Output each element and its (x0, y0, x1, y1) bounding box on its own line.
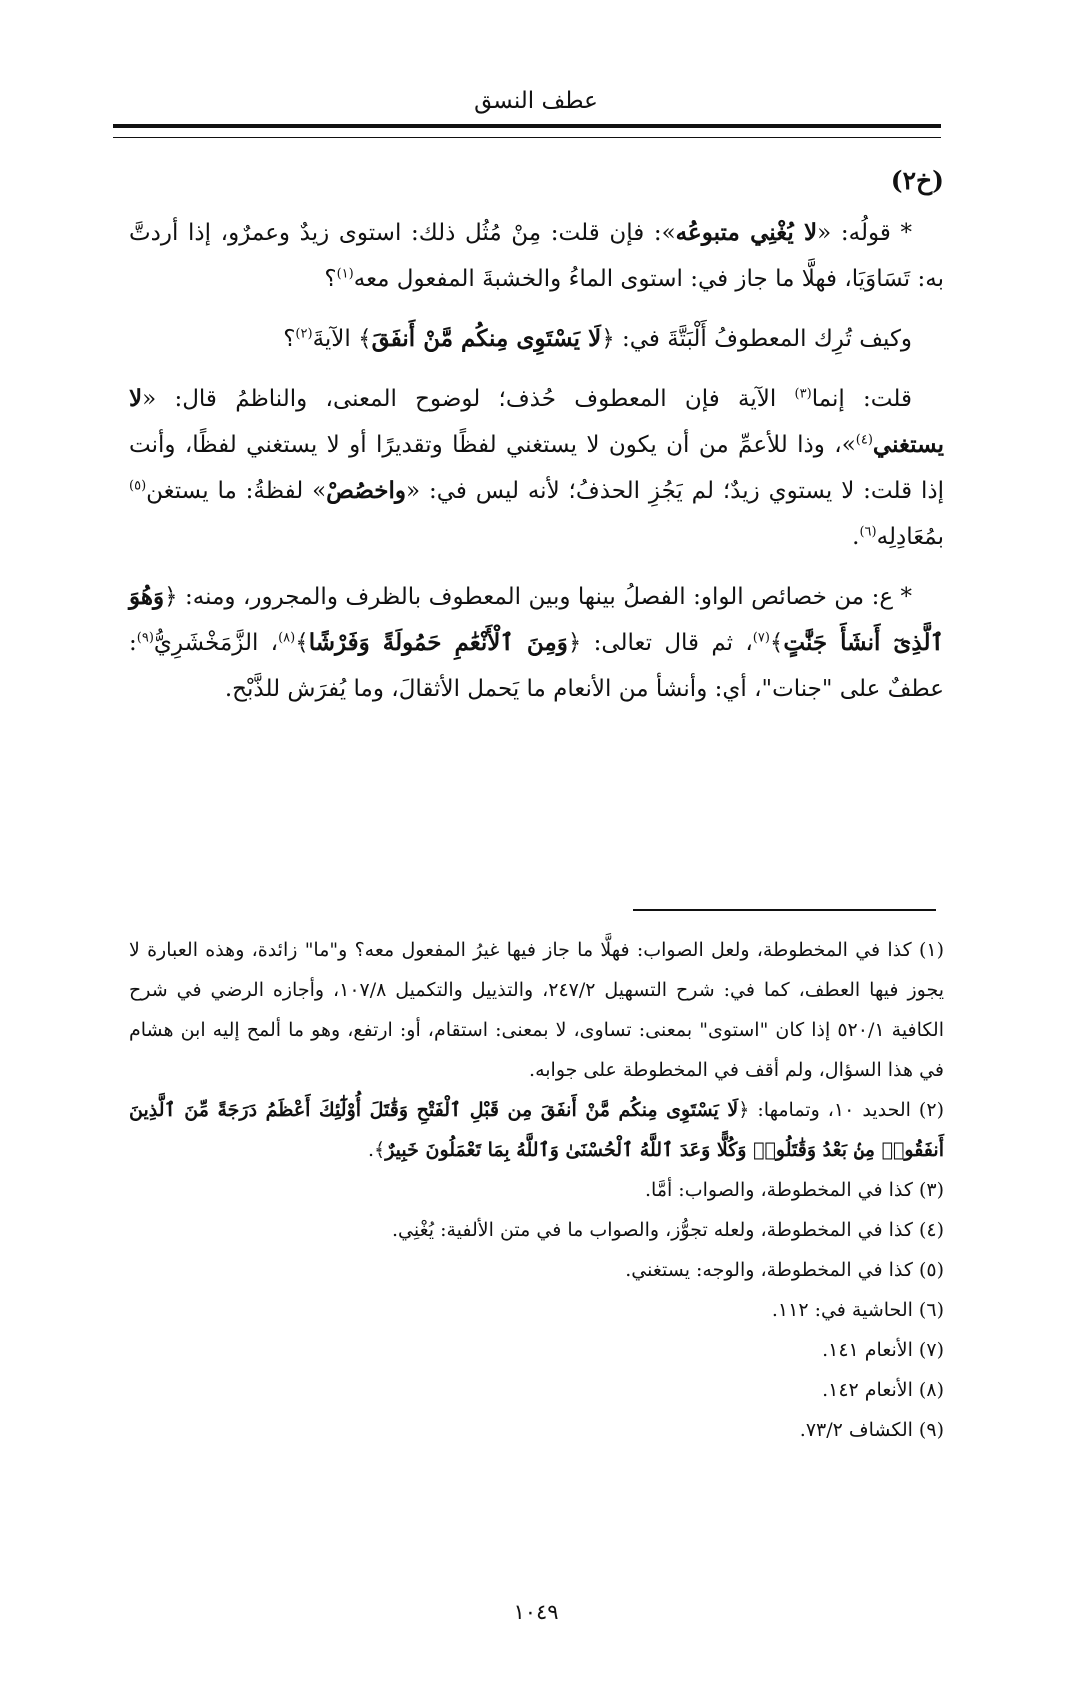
footnote-separator (633, 909, 936, 911)
text: بمُعَادِلِه (876, 524, 944, 550)
main-text (129, 158, 944, 726)
quran-verse: لَا يَسْتَوِى مِنكُم مَّنْ أَنفَقَ (371, 325, 602, 352)
section-mark: (خ٢) (890, 166, 944, 195)
paragraph-2 (129, 316, 944, 362)
text: ، ثم قال تعالى: ﴿ (567, 630, 753, 656)
quoted-phrase: واخصُصْ (326, 477, 407, 504)
footnote-ref: (٥) (129, 478, 147, 494)
header-rule-thin (113, 137, 941, 138)
text: (٢) الحديد ١٠، وتمامها: ﴿ (738, 1099, 944, 1121)
text: ، الزَّمَخْشَرِيُّ (153, 630, 279, 656)
running-title: عطف النسق (474, 88, 598, 114)
text: ؟ (283, 326, 296, 352)
footnote-9: (٩) الكشاف ٧٣/٢. (799, 1419, 944, 1441)
text: : عطفٌ على "جنات"، أي: وأنشأ من الأنعام ما يَحمل الأثقالَ، وما يُفرَش للذَّبْح. (129, 630, 944, 702)
text: ﴾. (368, 1139, 386, 1161)
footnote-ref: (٨) (278, 630, 296, 646)
text: » لفظةُ: ما يستغن (146, 478, 327, 504)
quran-verse: لَا يَسْتَوِى مِنكُم مَّنْ أَنفَقَ مِن قَبْلِ ٱلْفَتْحِ وَقَٰتَلَ أُوْلَٰٓئِكَ أَعْظَمُ دَرَجَةً مِّنَ ٱلَّذِينَ أَنفَقُوا۟ مِنۢ بَعْدُ وَقَٰتَلُوا۟ وَكُلًّا وَعَدَ ٱللَّهُ ٱلْحُسْنَىٰ وَٱللَّهُ بِمَا تَعْمَلُونَ خَبِيرٌ (129, 1099, 944, 1161)
text: »: فإن قلت: مِنْ مُثُل ذلك: استوى زيدٌ وعمرٌو، إذا أردتَّ به: تَسَاوَيَا، فهلَّا ما جاز في: استوى الماءُ والخشبةَ المفعول معه (129, 220, 944, 292)
footnote-ref: (٢) (295, 326, 313, 342)
quoted-phrase: لا يستغني (129, 385, 944, 458)
footnote-1: (١) كذا في المخطوطة، ولعل الصواب: فهلَّا ما جاز فيها غيرُ المفعول معه؟ و"ما" زائدة، وهذه العبارة لا يجوز فيها العطف، كما في: شرح التسهيل ٢٤٧/٢، والتذييل والتكميل ١٠٧/٨، وأجازه الرضي في شرح الكافية ٥٢٠/١ إذا كان "استوى" بمعنى: تساوى، لا بمعنى: استقام، أو: ارتفع، وهو ما ألمح إليه ابن هشام في هذا السؤال، ولم أقف في المخطوطة على جوابه. (129, 939, 944, 1081)
paragraph-1 (129, 210, 944, 302)
text: الآية فإن المعطوف حُذف؛ لوضوح المعنى، والناظمُ قال: « (142, 386, 795, 412)
text: ﴾ الآيةَ (312, 326, 372, 352)
footnote-8: (٨) الأنعام ١٤٢. (822, 1379, 944, 1401)
header-rule-thick (113, 124, 941, 128)
footnote-2 (129, 1090, 944, 1170)
text: ؟ (324, 266, 337, 292)
footnote-ref: (٩) (136, 630, 154, 646)
footnote-ref: (٣) (794, 386, 812, 402)
footnote-ref: (٧) (752, 630, 770, 646)
text: وكيف تُرِك المعطوفُ أَلْبَتَّةَ في: ﴿ (601, 326, 912, 352)
footnotes (129, 930, 944, 1450)
footnote-4: (٤) كذا في المخطوطة، ولعله تجوُّز، والصواب ما في متن الألفية: يُغْنِي. (391, 1219, 944, 1241)
paragraph-3 (129, 376, 944, 560)
footnote-6: (٦) الحاشية في: ١١٢. (771, 1299, 944, 1321)
quran-verse: وَهُوَ ٱلَّذِىٓ أَنشَأَ جَنَّٰتٍ (129, 583, 944, 656)
footnote-ref: (١) (336, 266, 354, 282)
text: قلت: إنما (811, 386, 912, 412)
quoted-phrase: لا يُغْنِي متبوعُه (675, 219, 818, 246)
text: * ع: من خصائص الواو: الفصلُ بينها وبين المعطوف بالظرف والمجرور، ومنه: ﴿ (164, 584, 912, 610)
quran-verse: وَمِنَ ٱلْأَنْعَٰمِ حَمُولَةً وَفَرْشًا (308, 629, 568, 656)
page-number: ١٠٤٩ (513, 1600, 559, 1624)
footnote-3: (٣) كذا في المخطوطة، والصواب: أمَّا. (644, 1179, 944, 1201)
footnote-5: (٥) كذا في المخطوطة، والوجه: يستغني. (625, 1259, 944, 1281)
text: ﴾ (295, 630, 309, 656)
text: ﴾ (769, 630, 784, 656)
footnote-7: (٧) الأنعام ١٤١. (822, 1339, 944, 1361)
text: * قولُه: « (817, 220, 912, 246)
footnote-ref: (٤) (855, 432, 873, 448)
footnote-ref: (٦) (859, 524, 877, 540)
text: »، وذا للأعمِّ من أن يكون لا يستغني لفظًا وتقديرًا أو لا يستغني لفظًا، وأنت إذا قلت: لا يستوي زيدٌ؛ لم يَجُزِ الحذفُ؛ لأنه ليس في: « (129, 432, 944, 504)
text: . (852, 524, 860, 550)
paragraph-4 (129, 574, 944, 712)
